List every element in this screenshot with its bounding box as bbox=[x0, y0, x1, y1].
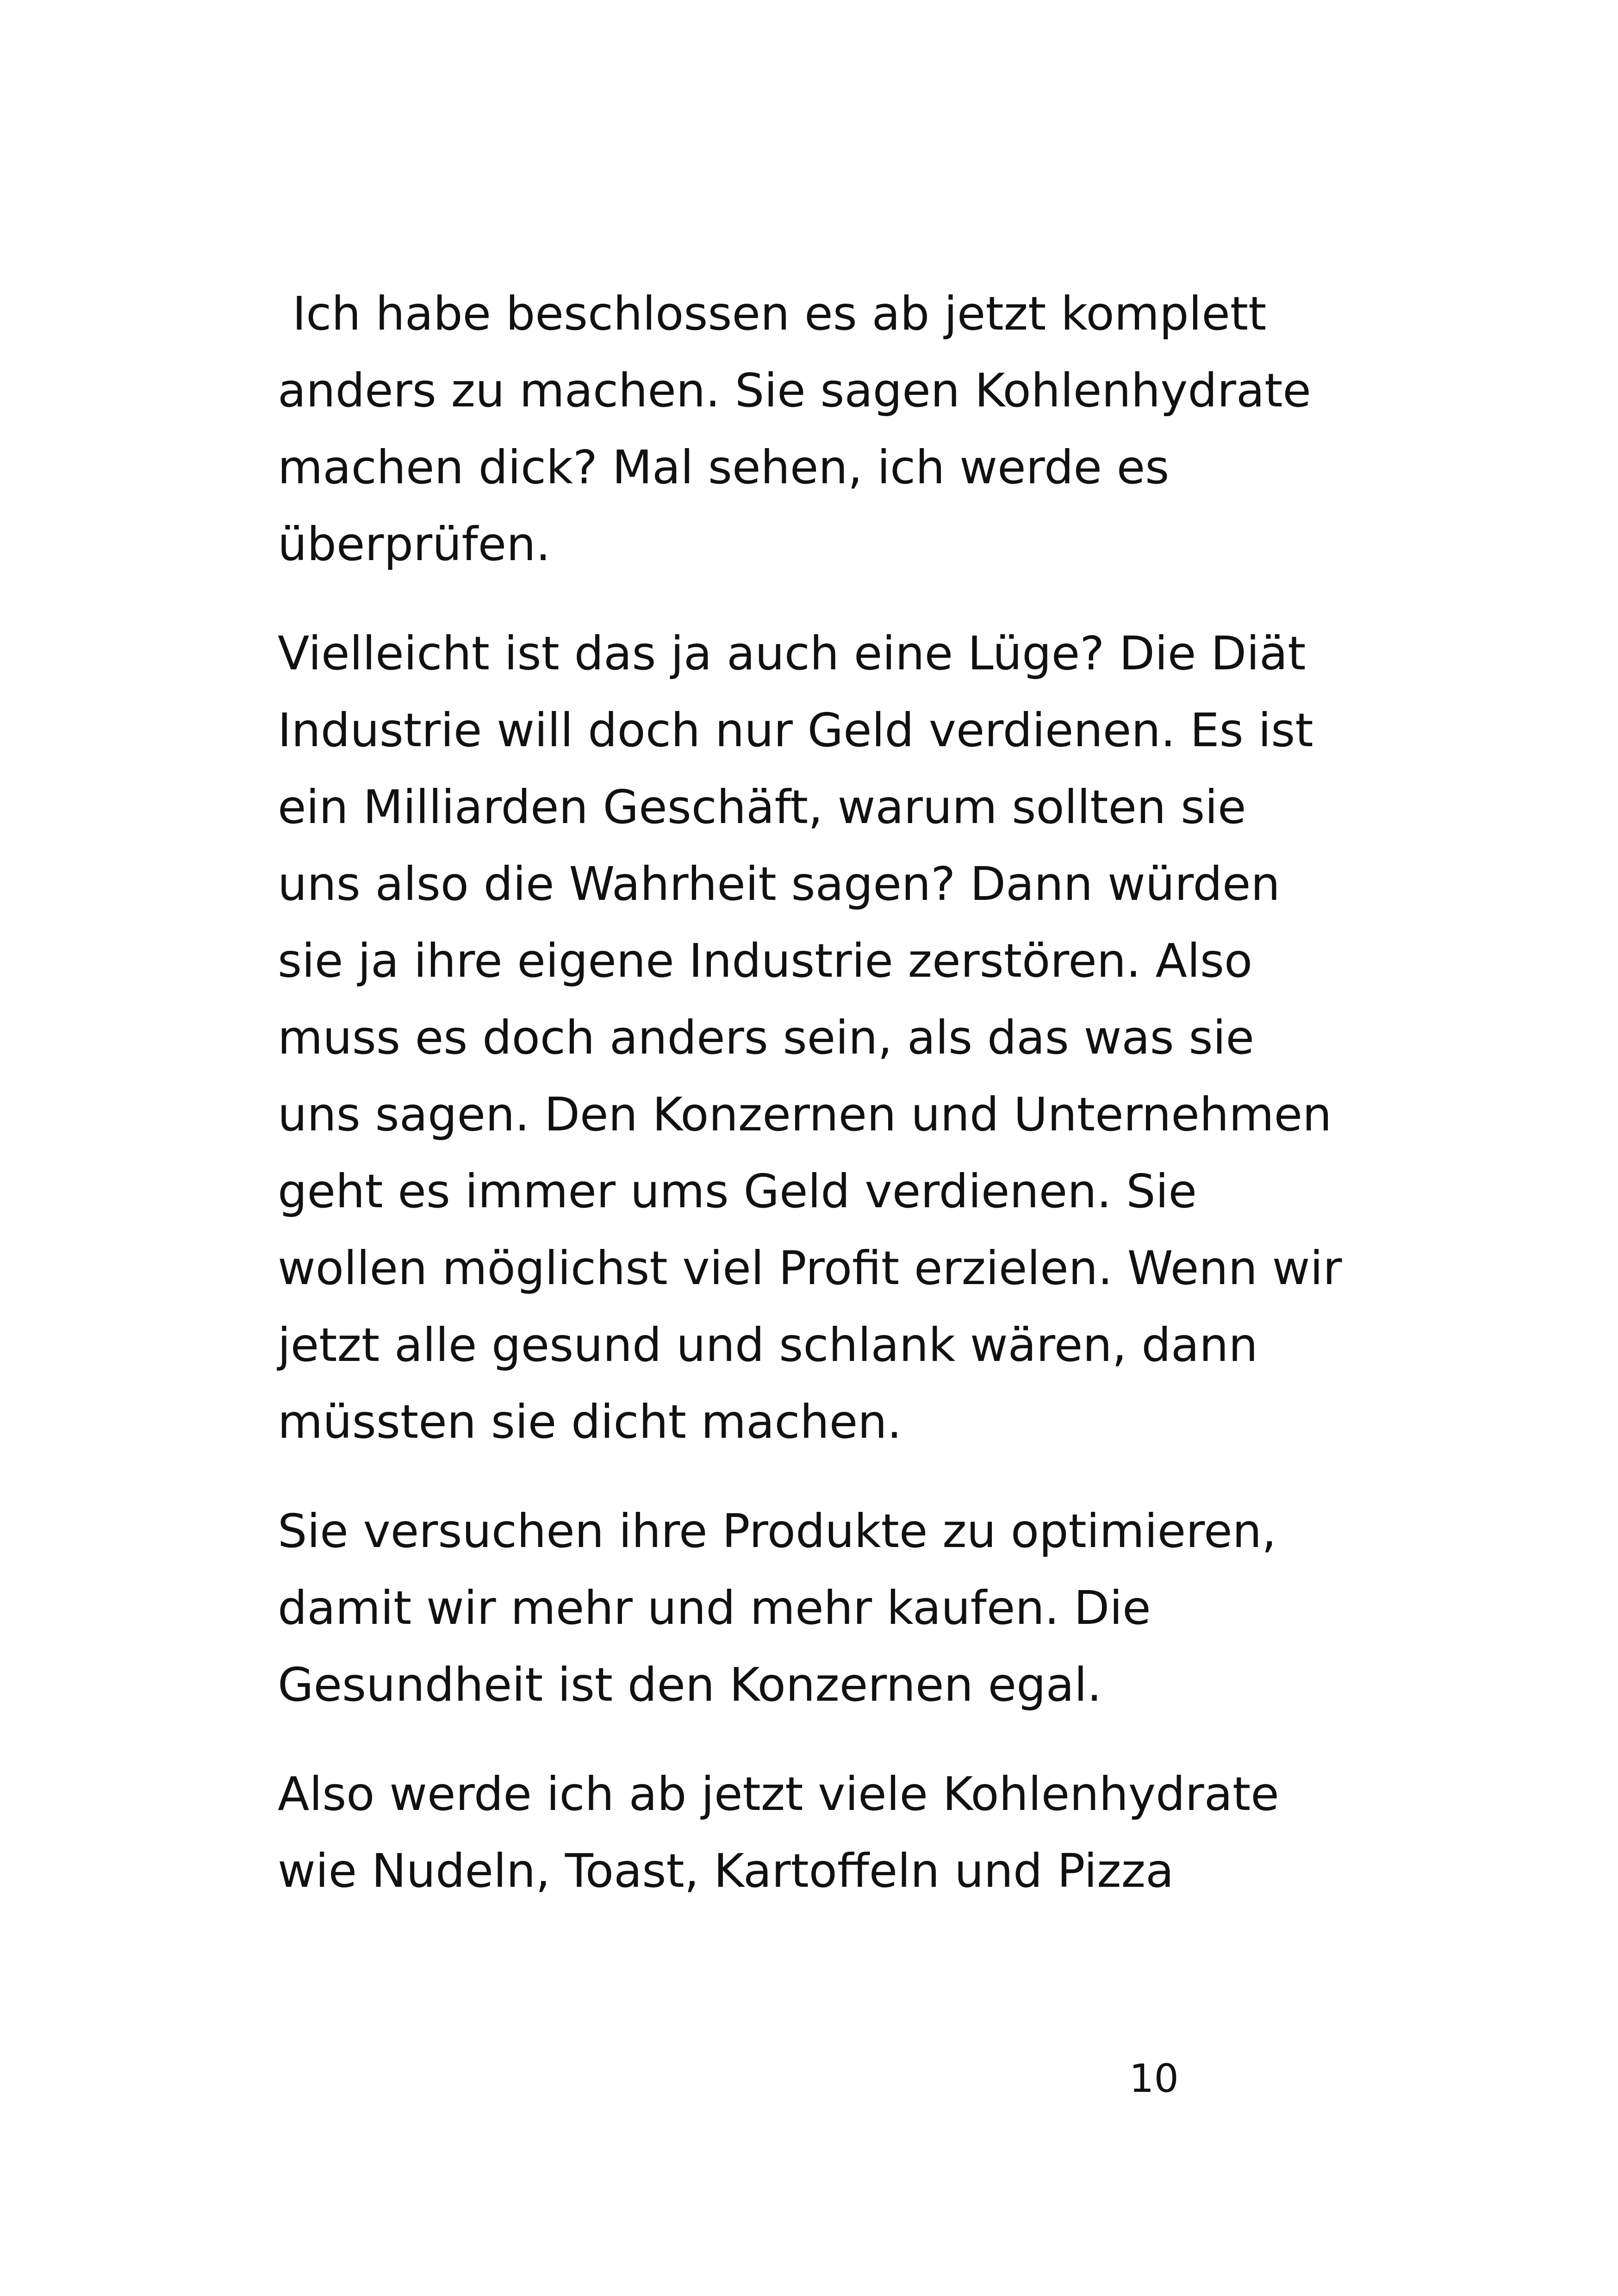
paragraph-1 bbox=[278, 275, 1356, 583]
text-line: uns also die Wahrheit sagen? Dann würden bbox=[278, 857, 1280, 911]
text-line: uns sagen. Den Konzernen und Unternehmen bbox=[278, 1087, 1332, 1142]
paragraph-spacer bbox=[278, 1723, 1356, 1756]
paragraph-4 bbox=[278, 1756, 1356, 1909]
text-line: anders zu machen. Sie sagen Kohlenhydrate bbox=[278, 363, 1311, 418]
text-line: muss es doch anders sein, als das was sie bbox=[278, 1011, 1254, 1065]
paragraph-spacer bbox=[278, 1460, 1356, 1493]
text-line: Also werde ich ab jetzt viele Kohlenhydrate bbox=[278, 1767, 1279, 1821]
text-line: müssten sie dicht machen. bbox=[278, 1395, 902, 1449]
text-line: ein Milliarden Geschäft, warum sollten sie bbox=[278, 780, 1246, 834]
text-line: Gesundheit ist den Konzernen egal. bbox=[278, 1658, 1102, 1712]
text-line: Sie versuchen ihre Produkte zu optimieren, bbox=[278, 1504, 1276, 1558]
paragraph-2 bbox=[278, 615, 1356, 1460]
text-line: machen dick? Mal sehen, ich werde es bbox=[278, 440, 1170, 494]
paragraph-3 bbox=[278, 1493, 1356, 1723]
text-line: Ich habe beschlossen es ab jetzt komplett bbox=[278, 287, 1267, 341]
text-line: Vielleicht ist das ja auch eine Lüge? Die Diät bbox=[278, 626, 1306, 680]
text-line: Industrie will doch nur Geld verdienen. Es ist bbox=[278, 703, 1313, 757]
text-line: überprüfen. bbox=[278, 517, 551, 571]
text-line: jetzt alle gesund und schlank wären, dann bbox=[278, 1318, 1258, 1372]
paragraph-spacer bbox=[278, 583, 1356, 615]
text-line: damit wir mehr und mehr kaufen. Die bbox=[278, 1581, 1151, 1635]
page-number: 10 bbox=[1129, 2056, 1179, 2101]
text-line: wie Nudeln, Toast, Kartoffeln und Pizza bbox=[278, 1844, 1174, 1898]
text-line: geht es immer ums Geld verdienen. Sie bbox=[278, 1164, 1197, 1218]
text-line: wollen möglichst viel Profit erzielen. Wenn wir bbox=[278, 1241, 1342, 1295]
body-text bbox=[278, 275, 1356, 1909]
text-line: sie ja ihre eigene Industrie zerstören. Also bbox=[278, 934, 1253, 988]
